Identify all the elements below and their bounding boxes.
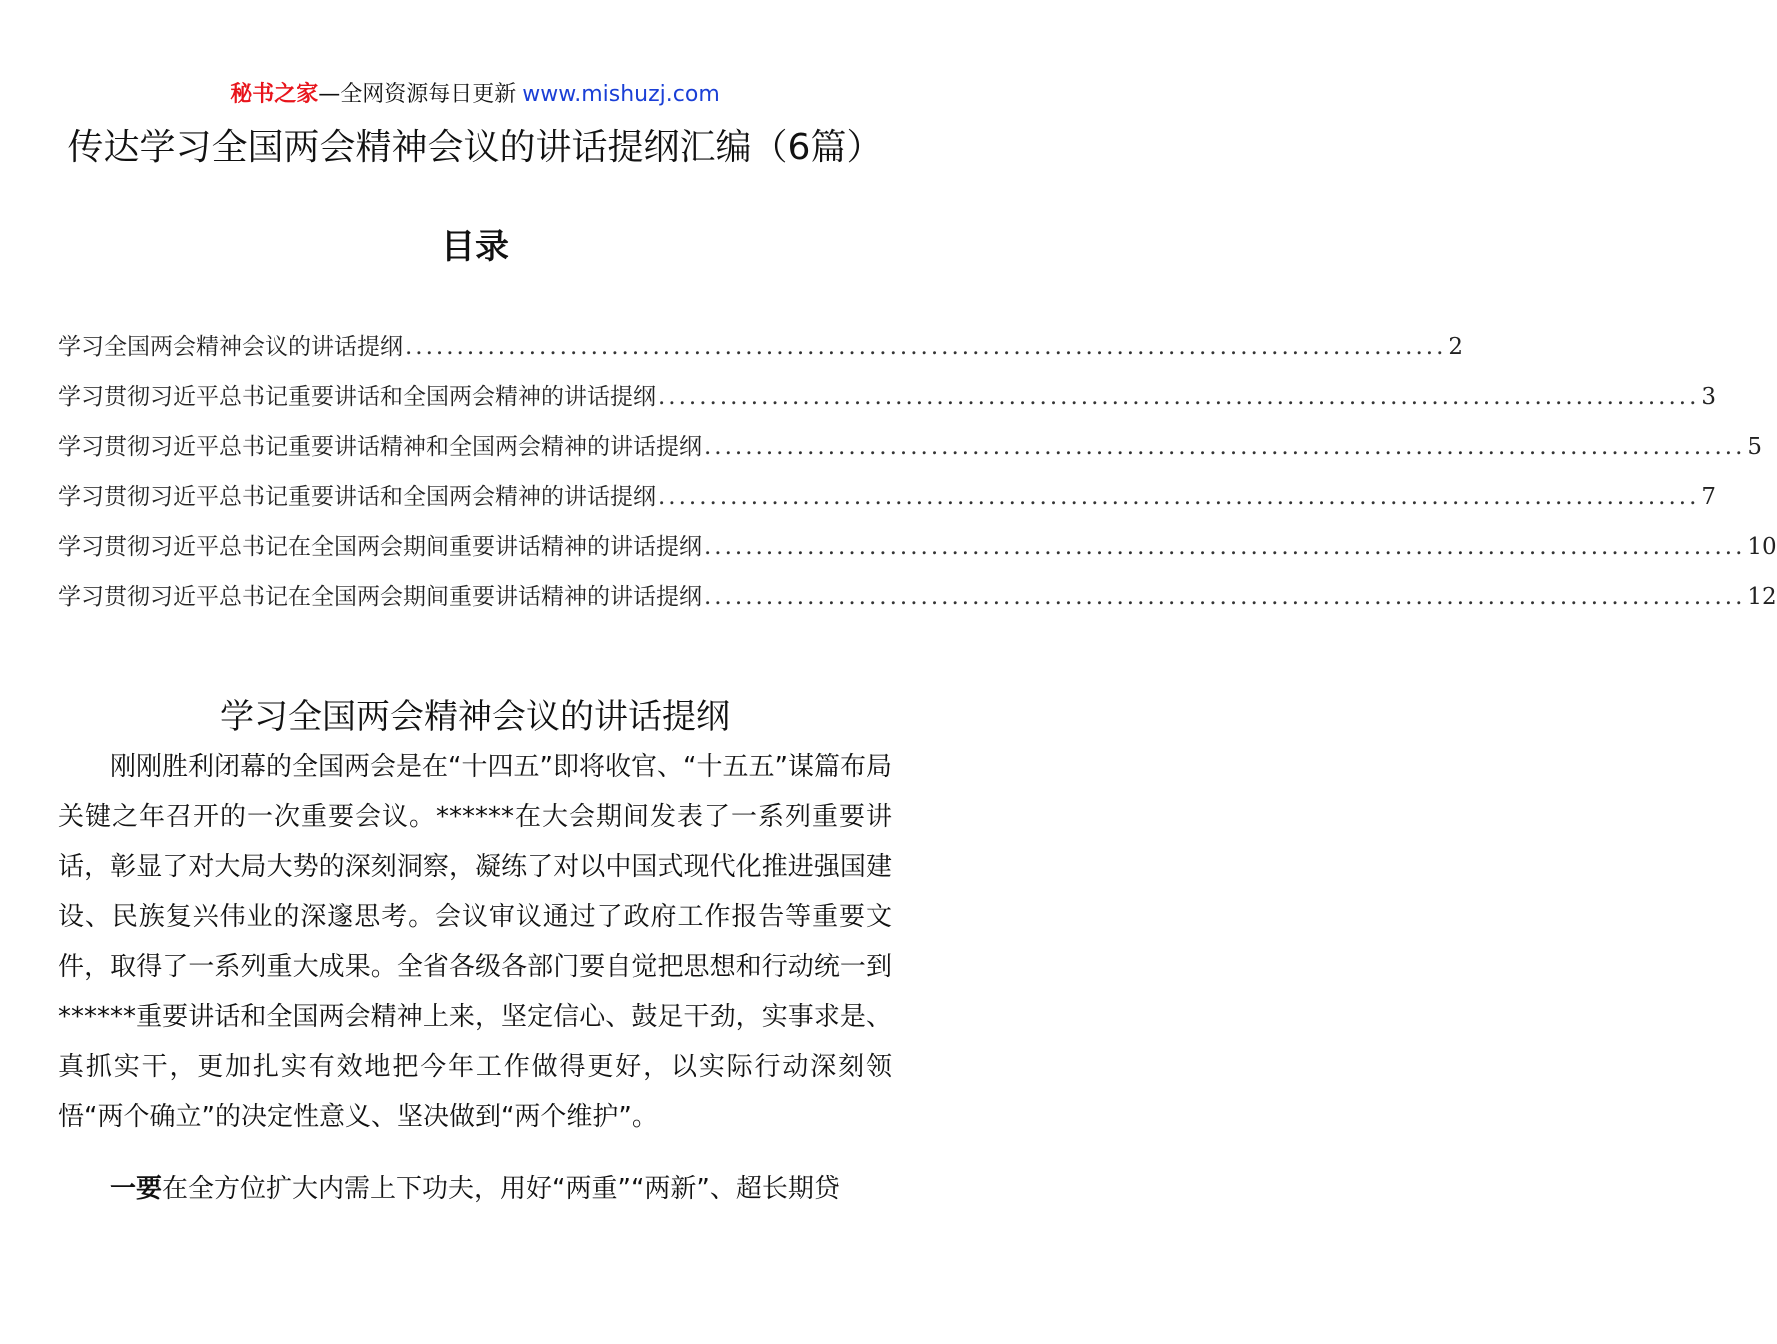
- toc-entry-page: 10: [1747, 534, 1777, 560]
- toc-heading: 目录: [441, 227, 509, 267]
- toc-dot-leader: .....................................................................................................: [658, 384, 1700, 410]
- toc-entry-page: 12: [1747, 584, 1777, 610]
- document-title: 传达学习全国两会精神会议的讲话提纲汇编（6篇）: [67, 127, 883, 168]
- toc-entry-title: 学习贯彻习近平总书记在全国两会期间重要讲话精神的讲话提纲: [58, 584, 702, 610]
- toc-entry[interactable]: [58, 372, 1717, 422]
- toc-dot-leader: .....................................................................................................: [704, 534, 1746, 560]
- toc-entry-page: 3: [1701, 384, 1717, 410]
- toc-entry-title: 学习贯彻习近平总书记在全国两会期间重要讲话精神的讲话提纲: [58, 534, 702, 560]
- toc-dot-leader: .....................................................................................................: [704, 434, 1746, 460]
- toc-entry-title: 学习全国两会精神会议的讲话提纲: [58, 334, 403, 360]
- toc-entry[interactable]: [58, 472, 1717, 522]
- body-paragraph: 刚刚胜利闭幕的全国两会是在“十四五”即将收官、“十五五”谋篇布局关键之年召开的一次重要会议。******在大会期间发表了一系列重要讲话，彰显了对大局大势的深刻洞察，凝练了对以中国式现代化推进强国建设、民族复兴伟业的深邃思考。会议审议通过了政府工作报告等重要文件，取得了一系列重大成果。全省各级各部门要自觉把思想和行动统一到******重要讲话和全国两会精神上来，坚定信心、鼓足干劲，实事求是、真抓实干，更加扎实有效地把今年工作做得更好，以实际行动深刻领悟“两个确立”的决定性意义、坚决做到“两个维护”。: [58, 752, 892, 1132]
- toc-entry[interactable]: [58, 322, 1464, 372]
- section-title: 学习全国两会精神会议的讲话提纲: [220, 697, 730, 737]
- section-body: [58, 742, 892, 1214]
- table-of-contents: [58, 322, 1777, 622]
- body-paragraph: [58, 1164, 892, 1214]
- toc-dot-leader: .....................................................................................................: [405, 334, 1447, 360]
- toc-entry-title: 学习贯彻习近平总书记重要讲话精神和全国两会精神的讲话提纲: [58, 434, 702, 460]
- site-url-link[interactable]: www.mishuzj.com: [522, 82, 720, 107]
- toc-dot-leader: .....................................................................................................: [704, 584, 1746, 610]
- paragraph-text: 在全方位扩大内需上下功夫，用好“两重”“两新”、超长期贷: [162, 1174, 840, 1204]
- toc-entry[interactable]: [58, 522, 1777, 572]
- site-banner: [0, 78, 950, 112]
- toc-entry-page: 7: [1701, 484, 1717, 510]
- toc-entry-title: 学习贯彻习近平总书记重要讲话和全国两会精神的讲话提纲: [58, 484, 656, 510]
- paragraph-lead: 一要: [110, 1174, 163, 1204]
- toc-entry-page: 2: [1448, 334, 1464, 360]
- site-tagline: —全网资源每日更新: [318, 82, 517, 107]
- toc-entry[interactable]: [58, 422, 1763, 472]
- toc-entry-title: 学习贯彻习近平总书记重要讲话和全国两会精神的讲话提纲: [58, 384, 656, 410]
- toc-entry[interactable]: [58, 572, 1777, 622]
- site-name: 秘书之家: [230, 82, 319, 107]
- toc-dot-leader: .....................................................................................................: [658, 484, 1700, 510]
- toc-entry-page: 5: [1747, 434, 1763, 460]
